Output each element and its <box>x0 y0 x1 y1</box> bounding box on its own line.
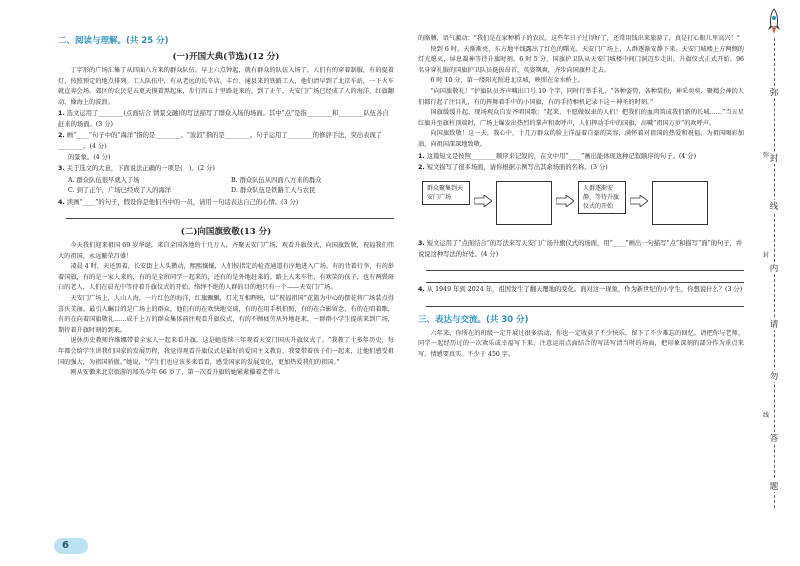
seal-char: 线 <box>764 200 784 212</box>
q-text: 画“____”句子中的“海洋”指的是________。“波浪”指的是________。句子运用了________的修辞手法，突出表现了________。(4 分) <box>58 132 383 150</box>
flow-box-text: 人群逐渐安静，等待升旗仪式的开始 <box>583 185 620 211</box>
seal-char: 请 <box>764 318 784 330</box>
arrow-icon <box>556 195 574 207</box>
q-text: 选文运用了________(点面结合 情景交融)的写法描写了群众入场的场面。其中“点”是指________和________队伍各自赶来的场面。(3 分) <box>58 110 389 128</box>
article2-paragraph-4: 退休历史教师许维娜带着全家人一起来看升旗，这是她连续三年观看天安门国庆升旗仪式了。“我教了十多年历史，每年都会给学生讲我们国家的发展历程，我觉得观看升旗仪式是最好的爱国主义教育，我要带着孩子们一起来，让他们感受祖国的强大，为祖国骄傲。”她说，“学生们也应该多来看看，感受国家的发展变化，更加热爱我们的祖国。” <box>58 337 394 366</box>
question-2 <box>58 131 394 152</box>
article2-paragraph-5: 刚从安徽来北京旅游的郑英今年 66 岁了，第一次看升旗的她紧紧攥着老伴儿 <box>70 369 281 377</box>
left-column <box>58 34 394 379</box>
q-num: 3. <box>58 165 65 173</box>
seal-char: 封 <box>764 152 784 164</box>
question-4 <box>58 198 394 208</box>
right-question-3 <box>418 239 744 260</box>
option-d[interactable]: D. 群众队伍是铁路工人与农民 <box>231 187 316 195</box>
article2-title: (二)向国旗致敬(13 分) <box>180 227 272 238</box>
q-text: 这篇短文是按照________顺序来记叙的，在文中用“____”画出能体现这种记叙顺序的句子。(4 分) <box>426 152 697 160</box>
article1-paragraph: 丁字形的广场汇集了从四面八方来的群众队伍。早上六点钟起，就有群众的队伍入场了。人们有的穿着制服，有的提着灯，按照预定的地点排列。工人队伍中，有从老远的长辛店、丰台、通县来的铁路工人，他们清早到了北京车站，一下火车就直奔会场。郊区的农民是五更天摸着黑起床，步行四五十里路赶来的。到了正午，天安门广场已经成了人的海洋，红旗翻动，像海上的波浪。 <box>58 67 394 106</box>
answer-line[interactable] <box>426 273 744 283</box>
q-text: 短文运用了“点面结合”的写法来写天安门广场升旗仪式的场面，用“____”画出一句描写“点”和描写“面”的句子，并说说这种写法的好处。(4 分) <box>418 240 743 258</box>
page-number-badge <box>54 538 88 554</box>
option-c[interactable]: C. 到了正午，广场已经成了人的海洋 <box>68 187 172 195</box>
flow-answer-box-1[interactable] <box>496 181 552 225</box>
seal-line-margin <box>752 0 800 566</box>
arrow-icon <box>630 195 648 207</box>
seal-small-char: 线 <box>762 412 769 419</box>
article2-paragraph-3: 天安门广场上，人山人海，一片红色的海洋，红旗飘飘，灯光互相辉映，以“祝福祖国”花篮为中心的摆花将广场装点得喜庆美丽。最引人瞩目的是广场上的群众，他们有的在欢快地交谈，有的在用手机拍照，有的在合影留念，有的在唱着歌，有的在向着国旗敬礼……成千上万的群众集体前往观看升旗仪式，有的不顾疲劳从外地赶来，一群群小学生提前来到广场，期待着升旗时刻的到来。 <box>58 295 394 334</box>
seal-small-char: 弥 <box>762 152 769 159</box>
q-num: 3. <box>418 240 425 248</box>
right-question-1 <box>418 152 744 162</box>
question-3-options <box>58 176 394 197</box>
q-text: 的景象。(4 分) <box>68 154 111 161</box>
article2-cont-5: 国旗缓缓升起，现场观众自发齐唱国歌：“起来，不愿做奴隶的人们！把我们的血肉筑成我们新的长城……”当五星红旗升至旗杆顶端时，广场上爆发出热烈的掌声和欢呼声，人们挥动手中的国旗，高喊“祖国万岁”的欢呼声。 <box>418 109 744 127</box>
q-num: 4. <box>418 286 425 294</box>
article2-cont-4: “向国旗敬礼！”护旗队员齐声喊出口号 10 个字，同时行举手礼，“各种姿势，各种装扮，神采奕奕、聚精会神的人们都行起了注目礼，有的挥舞着手中的小国旗，有的手持相机记录下这一神圣的时刻。” <box>418 87 744 106</box>
option-a[interactable]: A. 群众队伍很早就入了场 <box>68 176 140 184</box>
q-text: 从 1949 年到 2024 年，祖国发生了翻天覆地的变化。面对这一现象，作为新世纪的小学生，你想说什么？(3 分) <box>426 286 743 294</box>
q-num: 1. <box>418 152 425 160</box>
flow-answer-box-2[interactable] <box>652 181 708 225</box>
q-num: 2. <box>418 163 425 171</box>
option-b[interactable]: B. 群众队伍从四面八方来的群众 <box>231 176 322 184</box>
right-question-2 <box>418 163 744 173</box>
seal-small-char: 封 <box>762 252 769 259</box>
seal-char: 题 <box>764 480 784 492</box>
q-num: 1. <box>58 110 65 118</box>
q-text: 关于选文的大意，下面说法正确的一项是( )。(2 分) <box>66 165 215 173</box>
article2-cont-1: 的胳膊，语气激动：“我们是在家种稻子的农民，这些年日子过得好了，还常用钱出来旅游了，真是打心眼儿里高兴！” <box>418 35 740 42</box>
writing-prompt: 六年来，你所在的班级一定开展过很多活动，你也一定收获了不少快乐，留下了不少难忘的回忆。请把你与老师、同学一起经历过的一次欢乐或幸福写下来，注意运用点面结合的写法写清当时的场面，把印象深刻的部分作为重点来写。情感要真实。不少于 450 字。 <box>418 329 744 358</box>
article1-title: (一)开国大典(节选)(12 分) <box>172 52 280 62</box>
q-text: 短文描写了很多场面，请你根据示例写出其余场面的名称。(3 分) <box>426 163 608 171</box>
seal-char: 弥 <box>764 86 784 98</box>
seal-char: 内 <box>764 262 784 274</box>
answer-line[interactable] <box>66 209 394 219</box>
rocket-icon <box>766 8 782 36</box>
center-fold <box>401 0 411 566</box>
flow-box-text: 群众聚集到天安门广场 <box>427 185 464 202</box>
question-2-cont <box>58 153 394 163</box>
article2-cont-6: 向国旗致敬！这一天，我心中，十几万群众的脸上洋溢着自豪的笑容，满怀着对祖国的热爱和祝福，为祖国喝彩加油，向祖国深深地致敬。 <box>418 130 744 148</box>
seal-char: 勿 <box>764 370 784 382</box>
section-title-writing: 三、表达与交流。(共 30 分) <box>418 314 529 325</box>
flow-diagram <box>422 177 744 233</box>
q-num: 2. <box>58 132 65 140</box>
article2-paragraph-1: 今天我们迎来祖国 69 岁华诞，来自全国各地的十几万人，齐聚天安门广场，观看升旗仪式，向国旗致敬，祝福我们伟大的祖国，永远繁荣昌盛！ <box>58 242 394 260</box>
q-text: 读画“____”的句子，假设你是他们当中的一员，请用一句话表达自己的心情。(3 分) <box>66 198 299 206</box>
right-column <box>418 34 744 360</box>
answer-line[interactable] <box>426 261 744 271</box>
flow-box-1 <box>422 181 470 205</box>
right-question-4 <box>418 285 744 295</box>
q-num: 4. <box>58 198 65 206</box>
section-title-reading: 二、阅读与理解。(共 25 分) <box>58 36 169 46</box>
page-number: 6 <box>62 540 69 551</box>
answer-line[interactable] <box>426 297 744 307</box>
article2-cont-3: 6 时 10 分，第一缕阳光照进北京城，映照在金水桥上。 <box>430 77 585 85</box>
arrow-icon <box>474 195 492 207</box>
question-3 <box>58 164 394 174</box>
article2-cont-2: 快到 6 时，天渐渐亮，东方地平线露出了红色的曙光。天安门广场上，人群逐渐安静下来。天安门城楼上方两侧的灯光熄灭，屏息凝神等待升旗时刻。6 时 5 分，国旗护卫队从天安门城楼中间门洞迈步走出，升旗仪式正式开始。96 名身穿礼服的国旗护卫队员挺拔昂首，英姿飒爽，齐步向国旗杆走去。 <box>418 45 744 74</box>
article2-paragraph-2: 凌晨 4 时，天还黑着，长安街上人头攒动，熙熙攘攘，人们按指定的检查通道有序地进入广场。有的背着行李，有的举着国旗，有的是一家人来的，有的是全班同学一起来的，还有的是外地赶来的。路上人来车往，有欢笑的孩子，也有两鬓斑白的老人，人们在晨光中等待着升旗仪式的开始。络绎不绝的人群的目的地只有一个——天安门广场。 <box>58 263 394 292</box>
flow-box-2 <box>578 181 626 214</box>
seal-char: 答 <box>764 432 784 444</box>
question-1 <box>58 109 394 130</box>
